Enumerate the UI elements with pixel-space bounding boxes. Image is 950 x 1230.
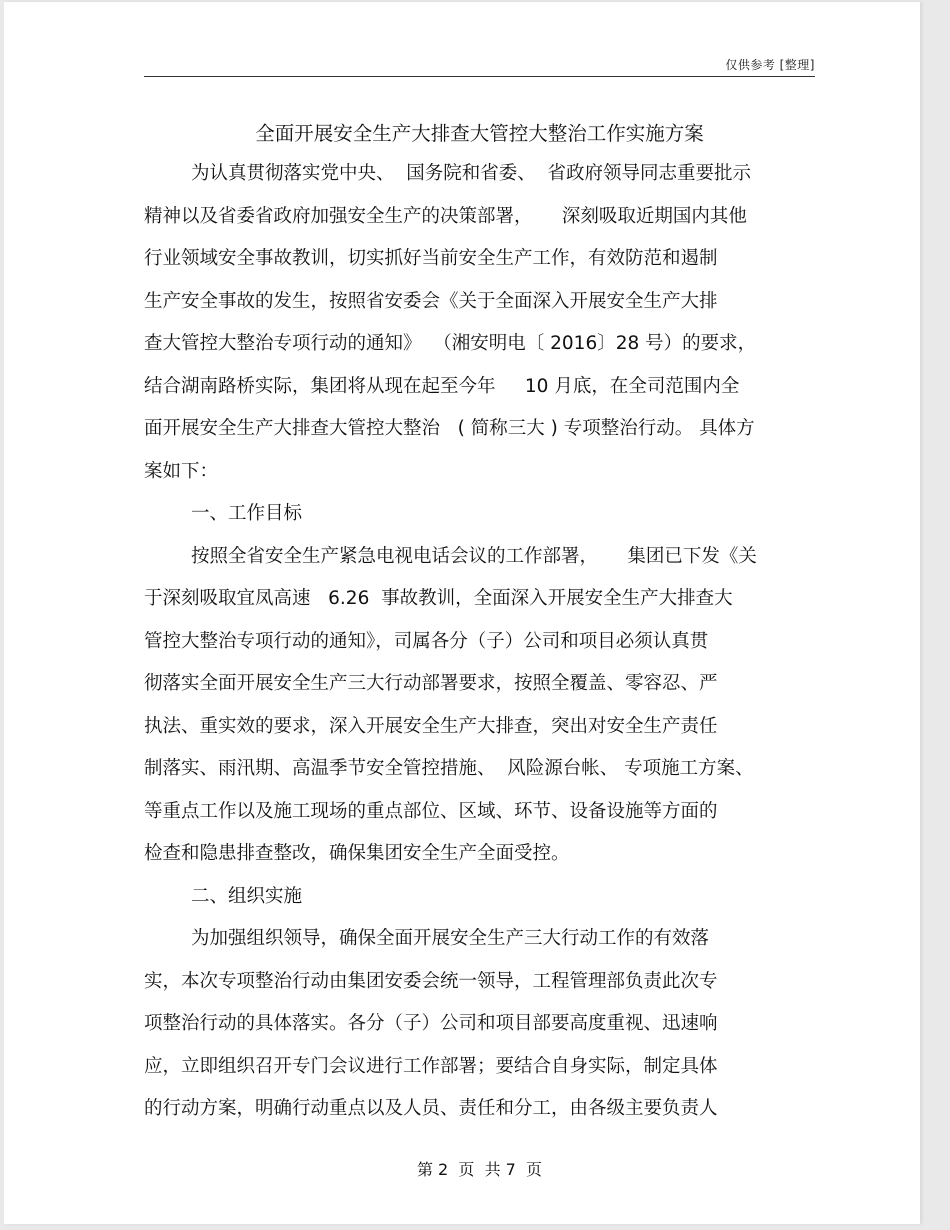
text-line: 项整治行动的具体落实。各分（子）公司和项目部要高度重视、迅速响 (144, 1013, 718, 1034)
text-line: 管控大整治专项行动的通知》，司属各分（子）公司和项目必须认真贯 (144, 631, 709, 652)
text-line: 为认真贯彻落实党中央、 国务院和省委、 省政府领导同志重要批示 (191, 163, 752, 184)
section-heading: 一、工作目标 (191, 503, 303, 524)
text-line: 实，本次专项整治行动由集团安委会统一领导，工程管理部负责此次专 (144, 971, 718, 992)
text-line: 行业领域安全事故教训，切实抓好当前安全生产工作，有效防范和遏制 (144, 248, 718, 269)
text-line: 结合湖南路桥实际，集团将从现在起至今年 10 月底，在全司范围内全 (144, 376, 740, 397)
text-line: 精神以及省委省政府加强安全生产的决策部署， 深刻吸取近期国内其他 (144, 206, 747, 227)
text-line: 制落实、雨汛期、高温季节安全管控措施、 风险源台帐、 专项施工方案、 (144, 758, 754, 779)
text-line: 案如下： (144, 461, 219, 482)
text-line: 检查和隐患排查整改，确保集团安全生产全面受控。 (144, 843, 570, 864)
text-line: 等重点工作以及施工现场的重点部位、区域、环节、设备设施等方面的 (144, 801, 718, 822)
document-page (4, 2, 920, 1224)
text-line: 执法、重实效的要求，深入开展安全生产大排查，突出对安全生产责任 (144, 716, 718, 737)
text-line: 面开展安全生产大排查大管控大整治 ( 简称三大 ) 专项整治行动。 具体方 (144, 418, 755, 439)
text-line: 彻落实全面开展安全生产三大行动部署要求，按照全覆盖、零容忍、严 (144, 673, 718, 694)
text-line: 查大管控大整治专项行动的通知》 （湘安明电〔 2016〕28 号）的要求， (144, 333, 757, 354)
text-line: 为加强组织领导，确保全面开展安全生产三大行动工作的有效落 (191, 928, 710, 949)
text-line: 应，立即组织召开专门会议进行工作部署；要结合自身实际，制定具体 (144, 1056, 718, 1077)
section-heading: 二、组织实施 (191, 886, 303, 907)
text-line: 的行动方案，明确行动重点以及人员、责任和分工，由各级主要负责人 (144, 1098, 718, 1119)
text-line: 生产安全事故的发生，按照省安委会《关于全面深入开展安全生产大排 (144, 291, 718, 312)
page-footer: 第 2 页 共 7 页 (416, 1160, 543, 1179)
header-divider (144, 76, 815, 77)
text-line: 于深刻吸取宜凤高速 6.26 事故教训，全面深入开展安全生产大排查大 (144, 588, 733, 609)
page-title: 全面开展安全生产大排查大管控大整治工作实施方案 (255, 122, 704, 145)
text-line: 按照全省安全生产紧急电视电话会议的工作部署， 集团已下发《关 (191, 546, 757, 567)
page-header: 仅供参考 [整理] (725, 58, 815, 72)
